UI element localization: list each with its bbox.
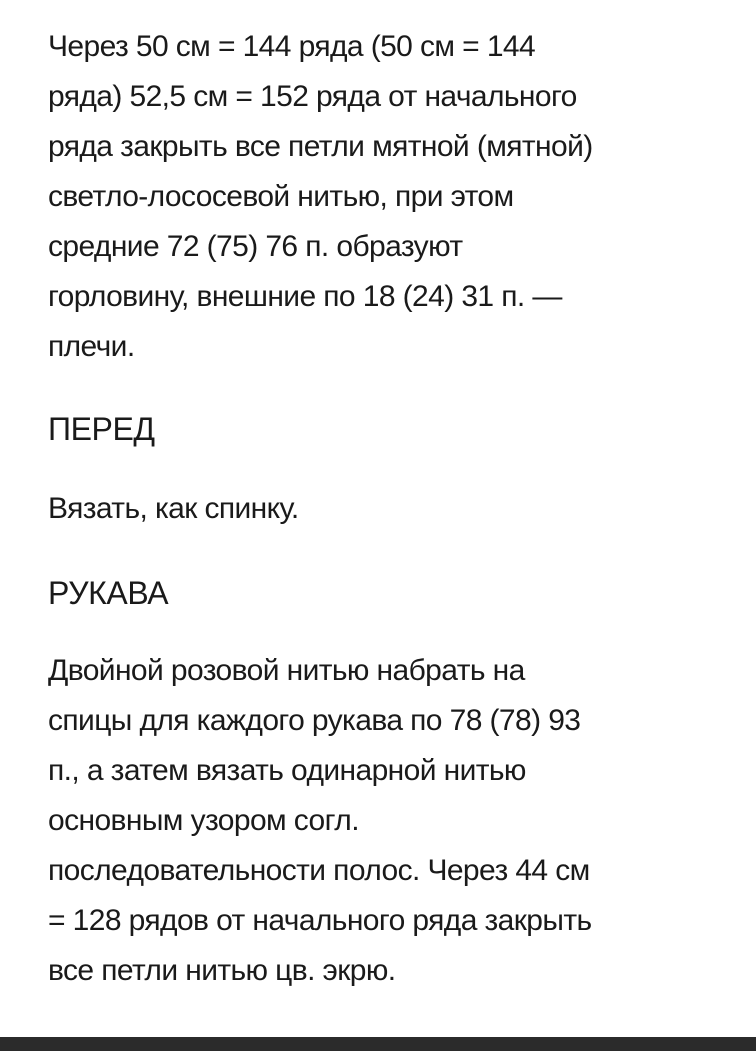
text-line: ряда) 52,5 см = 152 ряда от начального [48,80,577,113]
text-line: Двойной розовой нитью набрать на [48,654,525,687]
bottom-bar [0,1037,756,1051]
back-paragraph [48,22,728,372]
front-heading: ПЕРЕД [48,411,155,447]
text-line: все петли нитью цв. экрю. [48,954,396,987]
text-line: Вязать, как спинку. [48,492,299,525]
text-line: ряда закрыть все петли мятной (мятной) [48,130,593,163]
front-paragraph [48,484,728,534]
text-line: = 128 рядов от начального ряда закрыть [48,904,592,937]
text-line: последовательности полос. Через 44 см [48,854,590,887]
text-line: плечи. [48,330,135,363]
sleeves-paragraph [48,646,728,996]
document-content [48,22,728,996]
text-line: п., а затем вязать одинарной нитью [48,754,526,787]
text-line: горловину, внешние по 18 (24) 31 п. — [48,280,562,313]
text-line: основным узором согл. [48,804,359,837]
text-line: спицы для каждого рукава по 78 (78) 93 [48,704,581,737]
text-line: светло-лососевой нитью, при этом [48,180,514,213]
text-line: средние 72 (75) 76 п. образуют [48,230,463,263]
sleeves-heading: РУКАВА [48,575,169,611]
text-line: Через 50 см = 144 ряда (50 см = 144 [48,30,536,63]
